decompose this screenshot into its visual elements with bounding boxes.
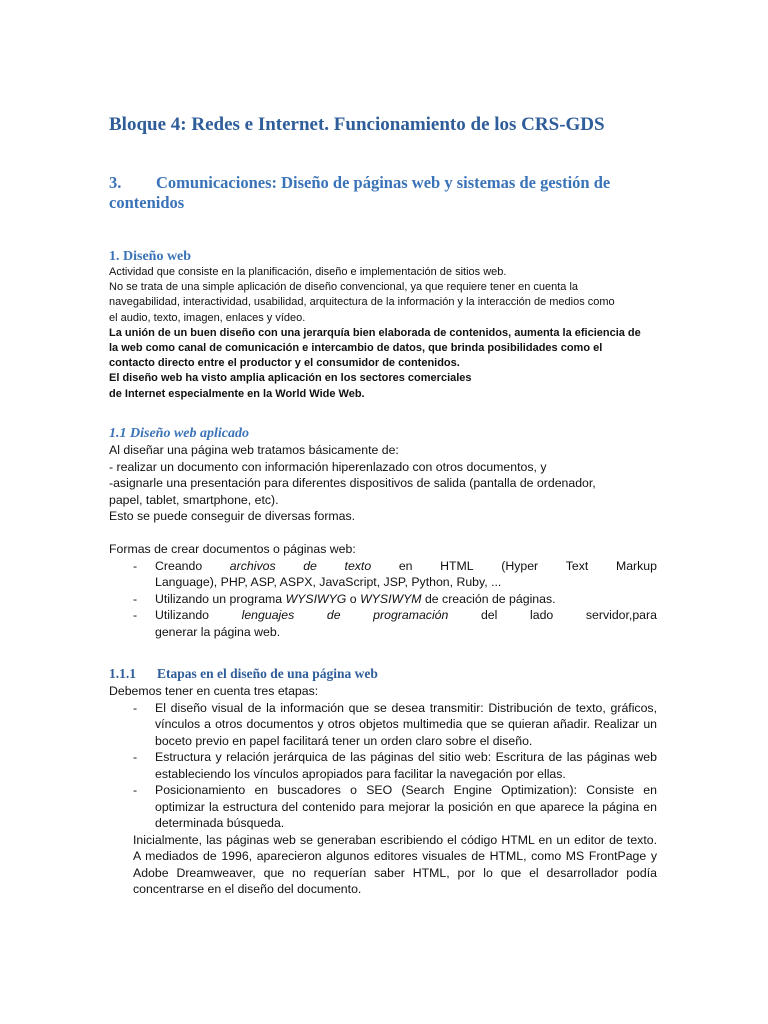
list-item-line bbox=[155, 591, 657, 608]
list-item-line: generar la página web. bbox=[155, 624, 281, 639]
list-item-text: El diseño visual de la información que se desea transmitir: Distribución de texto, gráficos, vínculos a otros documentos y otros objetos multimedia que se quieran añadir. Realizar un boceto previo en papel facilitará tener un orden claro sobre el diseño. bbox=[155, 700, 657, 748]
subsection-title: Etapas en el diseño de una página web bbox=[157, 666, 378, 681]
bold-paragraph-line: La unión de un buen diseño con una jerarquía bien elaborada de contenidos, aumenta la eficiencia de bbox=[109, 326, 641, 339]
word: de bbox=[303, 558, 317, 573]
list-intro: Formas de crear documentos o páginas web: bbox=[109, 542, 356, 556]
text: WYSIWYM bbox=[360, 591, 422, 606]
subsection-number: 1.1.1 bbox=[109, 666, 136, 681]
word: (Hyper bbox=[501, 558, 539, 573]
section-title-line1: Comunicaciones: Diseño de páginas web y sistemas de gestión de bbox=[156, 173, 611, 192]
word: HTML bbox=[440, 558, 474, 573]
list-item bbox=[109, 782, 657, 832]
bold-paragraph-line: de Internet especialmente en la World Wide Web. bbox=[109, 387, 365, 400]
list-dash: - bbox=[133, 750, 138, 764]
word: lado bbox=[530, 608, 554, 622]
section-3-heading bbox=[109, 173, 657, 213]
bold-paragraph-line: contacto directo entre el productor y el consumidor de contenidos. bbox=[109, 357, 460, 370]
text: de creación de páginas. bbox=[421, 591, 556, 606]
list-item bbox=[109, 591, 657, 608]
paragraph-line: el audio, texto, imagen, enlaces y vídeo. bbox=[109, 311, 306, 324]
paragraph-line: papel, tablet, smartphone, etc). bbox=[109, 492, 279, 507]
paragraph-line: Esto se puede conseguir de diversas formas. bbox=[109, 509, 356, 523]
list-item-text: Estructura y relación jerárquica de las páginas del sitio web: Escritura de las páginas web estableciendo los vínculos apropiados para facilitar la navegación por ellas. bbox=[155, 750, 657, 781]
text: WYSIWYG bbox=[285, 591, 347, 606]
word: Markup bbox=[615, 558, 657, 573]
section-title-line2: contenidos bbox=[109, 193, 185, 212]
word: texto bbox=[344, 558, 372, 573]
paragraph-line: - realizar un documento con información hiperenlazado con otros documentos, y bbox=[109, 459, 547, 474]
word: archivos bbox=[229, 558, 276, 573]
subsection-1-heading: 1. Diseño web bbox=[109, 249, 192, 264]
list-dash: - bbox=[133, 591, 138, 606]
list-item-line: Language), PHP, ASP, ASPX, JavaScript, JSP, Python, Ruby, ... bbox=[155, 575, 502, 589]
closing-paragraph: Inicialmente, las páginas web se generaban escribiendo el código HTML en un editor de texto. A mediados de 1996, aparecieron algunos editores visuales de HTML, como MS FrontPage y Adobe Dreamweaver, que no requerían saber HTML, por lo que el desarrollador podía concentrarse en el diseño del documento. bbox=[133, 832, 657, 896]
paragraph-line: -asignarle una presentación para diferentes dispositivos de salida (pantalla de ordenador, bbox=[109, 476, 596, 490]
list-item bbox=[109, 700, 657, 750]
word: Utilizando bbox=[155, 608, 209, 622]
bold-paragraph-line: El diseño web ha visto amplia aplicación en los sectores comerciales bbox=[109, 372, 472, 385]
list-intro: Debemos tener en cuenta tres etapas: bbox=[109, 684, 319, 698]
list-item bbox=[109, 749, 657, 782]
subsection-1-1-body bbox=[109, 442, 657, 640]
paragraph-line: Actividad que consiste en la planificación, diseño e implementación de sitios web. bbox=[109, 266, 507, 278]
list-dash: - bbox=[133, 558, 138, 573]
list-dash: - bbox=[133, 783, 138, 797]
paragraph-line: No se trata de una simple aplicación de diseño convencional, ya que requiere tener en cuenta la bbox=[109, 281, 579, 294]
document-title: Bloque 4: Redes e Internet. Funcionamiento de los CRS-GDS bbox=[109, 114, 605, 135]
list-item bbox=[109, 558, 657, 591]
word: en bbox=[398, 558, 413, 573]
list-item bbox=[109, 607, 657, 640]
list-item-line bbox=[155, 607, 657, 624]
list-item-text: Posicionamiento en buscadores o SEO (Search Engine Optimization): Consiste en optimizar la estructura del contenido para mejorar la posición en que aparece la página en determinada búsqueda. bbox=[155, 783, 657, 830]
word: servidor,para bbox=[585, 608, 657, 622]
formas-list bbox=[109, 558, 657, 641]
word: Text bbox=[565, 558, 589, 573]
paragraph-line: navegabilidad, interactividad, usabilidad, arquitectura de la información y la interacción de medios como bbox=[109, 296, 615, 309]
paragraph-line: Al diseñar una página web tratamos básicamente de: bbox=[109, 443, 399, 457]
bold-paragraph-line: la web como canal de comunicación e intercambio de datos, que brinda posibilidades como el bbox=[109, 342, 603, 355]
word: lenguajes bbox=[241, 608, 295, 622]
subsection-1-1-1-heading bbox=[109, 666, 378, 682]
word: del bbox=[480, 608, 498, 622]
word: Creando bbox=[155, 558, 203, 573]
etapas-list bbox=[109, 700, 657, 832]
list-item-line bbox=[155, 558, 657, 575]
section-number: 3. bbox=[109, 173, 122, 192]
word: de bbox=[326, 608, 341, 622]
text: Utilizando un programa bbox=[155, 591, 286, 606]
word: programación bbox=[373, 608, 449, 622]
subsection-1-1-1-body bbox=[109, 683, 657, 898]
list-dash: - bbox=[133, 700, 138, 715]
list-dash: - bbox=[133, 608, 138, 622]
subsection-1-body bbox=[109, 265, 657, 402]
text: o bbox=[346, 591, 361, 606]
subsection-1-1-heading: 1.1 Diseño web aplicado bbox=[109, 426, 249, 441]
